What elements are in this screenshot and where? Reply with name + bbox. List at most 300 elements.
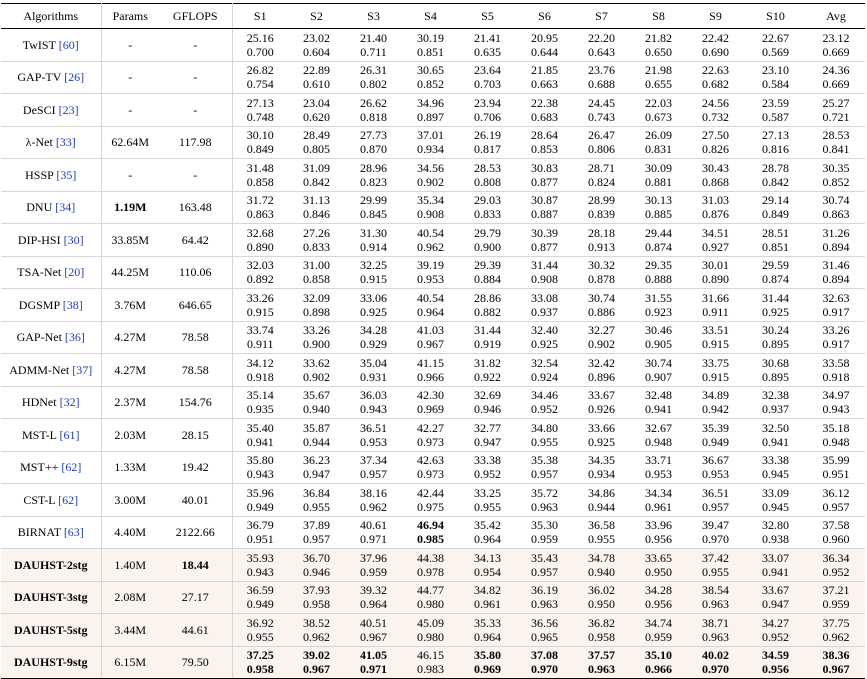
psnr-value: 42.44 [417,485,444,500]
ssim-value: 0.937 [762,402,789,417]
scene-cell [232,224,288,257]
scene-cell [573,159,630,192]
algorithm-label: MST++ [20,460,59,475]
ssim-value: 0.584 [762,77,789,92]
scene-cell [288,386,345,419]
average-cell [807,549,865,582]
psnr-value: 22.89 [303,63,330,78]
ssim-value: 0.874 [645,239,672,254]
table-row [1,94,865,127]
scene-cell [459,614,516,647]
psnr-value: 40.54 [417,225,444,240]
psnr-value: 37.34 [360,453,387,468]
psnr-value: 29.39 [474,258,501,273]
scene-cell [232,354,288,387]
psnr-value: 28.86 [474,290,501,305]
psnr-value: 37.96 [360,550,387,565]
psnr-value: 23.59 [762,95,789,110]
citation-link[interactable]: [61] [59,427,80,442]
table-row [1,484,865,517]
ssim-value: 0.711 [360,44,387,59]
scene-cell [459,451,516,484]
scene-cell [402,419,459,452]
ssim-value: 0.895 [762,337,789,352]
scene-cell [345,451,402,484]
psnr-value: 32.09 [303,290,330,305]
scene-cell [345,386,402,419]
ssim-value: 0.947 [474,434,501,449]
psnr-value: 32.63 [822,290,850,305]
ssim-value: 0.823 [360,174,387,189]
ssim-value: 0.918 [822,369,850,384]
psnr-value: 33.38 [474,453,501,468]
psnr-value: 31.55 [645,290,672,305]
scene-cell [687,61,744,94]
column-header: S7 [573,4,630,29]
ssim-value: 0.929 [360,337,387,352]
params-cell: 62.64M [101,126,159,159]
gflops-cell: 64.42 [159,224,232,257]
psnr-value: 21.82 [645,30,672,45]
psnr-value: 23.10 [762,63,789,78]
scene-cell [630,224,687,257]
ssim-value: 0.908 [417,207,444,222]
ssim-value: 0.849 [762,207,789,222]
psnr-value: 38.71 [702,615,729,630]
ssim-value: 0.951 [246,532,274,547]
psnr-value: 35.42 [474,518,501,533]
psnr-value: 30.87 [531,193,558,208]
ssim-value: 0.885 [645,207,672,222]
scene-cell [744,61,807,94]
ssim-value: 0.940 [303,402,330,417]
scene-cell [573,451,630,484]
scene-cell [687,289,744,322]
scene-cell [232,516,288,549]
gflops-cell: 28.15 [159,419,232,452]
ssim-value: 0.964 [474,532,501,547]
psnr-value: 35.43 [531,550,558,565]
scene-cell [232,94,288,127]
scene-cell [459,159,516,192]
ssim-value: 0.669 [822,44,850,59]
ssim-value: 0.978 [417,564,444,579]
psnr-value: 40.54 [417,290,444,305]
psnr-value: 37.25 [246,648,274,663]
psnr-value: 36.70 [303,550,330,565]
algorithm-label: DAUHST-9stg [13,655,88,670]
scene-cell [345,646,402,679]
citation-link[interactable]: [26] [64,70,85,85]
ssim-value: 0.824 [588,174,615,189]
algorithm-name [1,516,101,549]
ssim-value: 0.892 [246,272,274,287]
scene-cell [288,451,345,484]
column-header: Avg [807,4,865,29]
ssim-value: 0.924 [531,369,558,384]
ssim-value: 0.732 [702,109,729,124]
ssim-value: 0.966 [417,369,444,384]
ssim-value: 0.863 [246,207,274,222]
psnr-value: 31.66 [702,290,729,305]
psnr-value: 36.84 [303,485,330,500]
params-cell: 6.15M [101,646,159,679]
scene-cell [402,126,459,159]
scene-cell [402,321,459,354]
ssim-value: 0.669 [822,77,850,92]
ssim-value: 0.980 [417,597,444,612]
column-header: S10 [744,4,807,29]
psnr-value: 40.51 [360,615,387,630]
ssim-value: 0.941 [645,402,672,417]
gflops-cell: 19.42 [159,451,232,484]
citation-link[interactable]: [37] [72,362,93,377]
average-cell [807,224,865,257]
ssim-value: 0.839 [588,207,615,222]
average-cell [807,614,865,647]
ssim-value: 0.900 [303,337,330,352]
gflops-cell: 117.98 [159,126,232,159]
ssim-value: 0.937 [531,304,558,319]
scene-cell [288,354,345,387]
scene-cell [630,386,687,419]
ssim-value: 0.958 [246,662,274,677]
citation-link[interactable]: [62] [61,460,82,475]
psnr-value: 31.46 [822,258,850,273]
psnr-value: 33.96 [645,518,672,533]
ssim-value: 0.955 [246,629,274,644]
scene-cell [288,61,345,94]
ssim-value: 0.644 [531,44,558,59]
ssim-value: 0.902 [417,174,444,189]
ssim-value: 0.927 [702,239,729,254]
scene-cell [232,289,288,322]
citation-link[interactable]: [34] [55,200,76,215]
psnr-value: 35.93 [246,550,274,565]
psnr-value: 33.75 [702,355,729,370]
ssim-value: 0.964 [417,304,444,319]
scene-cell [402,614,459,647]
average-cell [807,126,865,159]
ssim-value: 0.918 [246,369,274,384]
table-row [1,549,865,582]
scene-cell [232,484,288,517]
scene-cell [345,484,402,517]
psnr-value: 34.56 [417,160,444,175]
psnr-value: 31.44 [531,258,558,273]
column-header: S6 [516,4,573,29]
psnr-value: 32.67 [645,420,672,435]
ssim-value: 0.956 [645,597,672,612]
scene-cell [630,256,687,289]
citation-link[interactable]: [20] [64,265,85,280]
scene-cell [630,451,687,484]
psnr-value: 30.46 [645,323,672,338]
psnr-value: 36.92 [246,615,274,630]
scene-cell [516,94,573,127]
citation-link[interactable]: [62] [58,492,79,507]
algorithm-name [1,191,101,224]
psnr-value: 21.85 [531,63,558,78]
psnr-value: 35.14 [246,388,274,403]
average-cell [807,451,865,484]
scene-cell [744,419,807,452]
scene-cell [459,126,516,159]
ssim-value: 0.934 [417,142,444,157]
scene-cell [630,581,687,614]
scene-cell [573,29,630,62]
ssim-value: 0.942 [702,402,729,417]
ssim-value: 0.952 [762,629,789,644]
psnr-value: 32.27 [588,323,615,338]
psnr-value: 36.12 [822,485,850,500]
scene-cell [288,581,345,614]
psnr-value: 36.58 [588,518,615,533]
citation-link[interactable]: [36] [64,330,85,345]
ssim-value: 0.911 [702,304,729,319]
ssim-value: 0.941 [762,434,789,449]
table-row [1,256,865,289]
psnr-value: 26.82 [246,63,274,78]
table-row [1,224,865,257]
ssim-value: 0.915 [360,272,387,287]
psnr-value: 30.65 [417,63,444,78]
scene-cell [402,224,459,257]
psnr-value: 31.82 [474,355,501,370]
ssim-value: 0.938 [762,532,789,547]
ssim-value: 0.947 [762,597,789,612]
psnr-value: 35.80 [246,453,274,468]
scene-cell [744,386,807,419]
ssim-value: 0.831 [645,142,672,157]
algorithm-label: DeSCI [22,102,56,117]
psnr-value: 22.67 [762,30,789,45]
algorithm-name [1,224,101,257]
psnr-value: 38.52 [303,615,330,630]
table-row [1,419,865,452]
ssim-value: 0.851 [762,239,789,254]
gflops-cell: 27.17 [159,581,232,614]
psnr-value: 36.02 [588,583,615,598]
psnr-value: 32.40 [531,323,558,338]
table-row [1,159,865,192]
scene-cell [744,289,807,322]
table-row [1,289,865,322]
average-cell [807,191,865,224]
psnr-value: 34.28 [360,323,387,338]
ssim-value: 0.743 [588,109,615,124]
ssim-value: 0.943 [360,402,387,417]
psnr-value: 33.26 [246,290,274,305]
psnr-value: 30.01 [702,258,729,273]
column-header: Params [101,4,159,29]
scene-cell [573,419,630,452]
psnr-value: 44.38 [417,550,444,565]
scene-cell [573,94,630,127]
psnr-value: 27.13 [246,95,274,110]
ssim-value: 0.833 [303,239,330,254]
psnr-value: 35.72 [531,485,558,500]
ssim-value: 0.953 [645,467,672,482]
gflops-cell: - [159,29,232,62]
scene-cell [288,29,345,62]
scene-cell [630,159,687,192]
gflops-cell: 79.50 [159,646,232,679]
psnr-value: 34.34 [645,485,672,500]
algorithm-name [1,126,101,159]
scene-cell [345,29,402,62]
scene-cell [630,29,687,62]
scene-cell [516,126,573,159]
ssim-value: 0.957 [702,499,729,514]
psnr-value: 37.57 [588,648,615,663]
citation-link[interactable]: [63] [63,525,84,540]
ssim-value: 0.963 [588,662,615,677]
psnr-value: 28.71 [588,160,615,175]
table-row [1,61,865,94]
citation-link[interactable]: [30] [63,232,84,247]
ssim-value: 0.881 [645,174,672,189]
psnr-value: 31.44 [474,323,501,338]
psnr-value: 24.45 [588,95,615,110]
scene-cell [516,614,573,647]
ssim-value: 0.845 [360,207,387,222]
ssim-value: 0.805 [303,142,330,157]
table-row [1,321,865,354]
scene-cell [345,549,402,582]
psnr-value: 21.40 [360,30,387,45]
ssim-value: 0.663 [531,77,558,92]
psnr-value: 30.39 [531,225,558,240]
scene-cell [232,29,288,62]
ssim-value: 0.957 [822,499,850,514]
psnr-value: 33.26 [303,323,330,338]
ssim-value: 0.956 [645,532,672,547]
psnr-value: 33.74 [246,323,274,338]
psnr-value: 23.12 [822,30,850,45]
citation-link[interactable]: [35] [56,167,77,182]
scene-cell [345,191,402,224]
algorithm-name [1,61,101,94]
psnr-value: 29.03 [474,193,501,208]
scene-cell [573,646,630,679]
table-row [1,451,865,484]
ssim-value: 0.943 [246,564,274,579]
scene-cell [459,61,516,94]
psnr-value: 31.00 [303,258,330,273]
scene-cell [573,354,630,387]
psnr-value: 32.42 [588,355,615,370]
ssim-value: 0.841 [822,142,850,157]
ssim-value: 0.882 [474,304,501,319]
ssim-value: 0.682 [702,77,729,92]
ssim-value: 0.966 [645,662,672,677]
psnr-value: 36.51 [360,420,387,435]
psnr-value: 33.08 [531,290,558,305]
ssim-value: 0.688 [588,77,615,92]
algorithm-label: TSA-Net [17,265,62,280]
psnr-value: 29.99 [360,193,387,208]
citation-link[interactable]: [32] [59,395,80,410]
ssim-value: 0.956 [762,662,789,677]
column-header: S4 [402,4,459,29]
column-header: S8 [630,4,687,29]
algorithm-label: MST-L [22,427,57,442]
scene-cell [288,646,345,679]
scene-cell [687,159,744,192]
ssim-value: 0.949 [702,434,729,449]
ssim-value: 0.808 [474,174,501,189]
psnr-value: 30.24 [762,323,789,338]
ssim-value: 0.925 [762,304,789,319]
algorithm-label: TwIST [22,37,56,52]
scene-cell [288,516,345,549]
psnr-value: 39.02 [303,648,330,663]
ssim-value: 0.963 [702,629,729,644]
psnr-value: 40.02 [702,648,729,663]
scene-cell [516,354,573,387]
scene-cell [516,224,573,257]
ssim-value: 0.894 [822,239,850,254]
ssim-value: 0.935 [246,402,274,417]
scene-cell [516,419,573,452]
ssim-value: 0.650 [645,44,672,59]
psnr-value: 27.73 [360,128,387,143]
algorithm-label: DIP-HSI [17,232,61,247]
citation-link[interactable]: [60] [58,37,79,52]
scene-cell [288,614,345,647]
scene-cell [687,354,744,387]
ssim-value: 0.925 [360,304,387,319]
psnr-value: 35.40 [246,420,274,435]
citation-link[interactable]: [23] [58,102,79,117]
ssim-value: 0.963 [531,499,558,514]
scene-cell [573,386,630,419]
ssim-value: 0.922 [474,369,501,384]
params-cell: 1.40M [101,549,159,582]
gflops-cell: 78.58 [159,321,232,354]
scene-cell [744,256,807,289]
scene-cell [459,419,516,452]
psnr-value: 30.74 [588,290,615,305]
params-cell: 3.76M [101,289,159,322]
citation-link[interactable]: [38] [62,297,83,312]
scene-cell [288,94,345,127]
psnr-value: 32.38 [762,388,789,403]
scene-cell [459,224,516,257]
gflops-cell: - [159,159,232,192]
psnr-value: 42.63 [417,453,444,468]
citation-link[interactable]: [33] [55,135,76,150]
scene-cell [345,321,402,354]
scene-cell [630,354,687,387]
psnr-value: 34.27 [762,615,789,630]
table-body [1,29,865,679]
ssim-value: 0.876 [702,207,729,222]
ssim-value: 0.954 [474,564,501,579]
ssim-value: 0.945 [762,499,789,514]
ssim-value: 0.849 [246,142,274,157]
psnr-value: 35.38 [531,453,558,468]
algorithm-label: CST-L [23,492,56,507]
psnr-value: 29.79 [474,225,501,240]
scene-cell [687,94,744,127]
psnr-value: 33.09 [762,485,789,500]
ssim-value: 0.894 [822,272,850,287]
ssim-value: 0.969 [417,402,444,417]
ssim-value: 0.917 [822,337,850,352]
psnr-value: 33.06 [360,290,387,305]
